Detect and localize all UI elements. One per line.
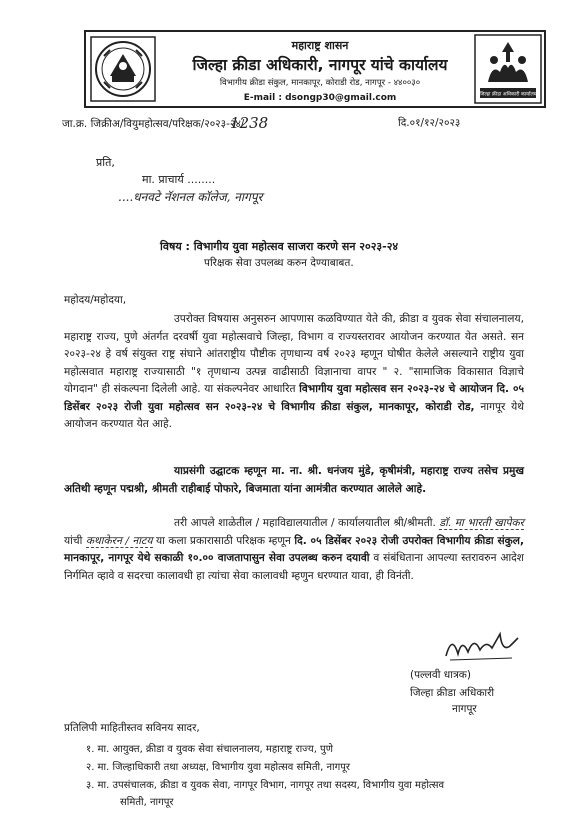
body-p3-end: व संबंधिताना आपल्या स्तरावरुन आदेश निर्गमित व्हावे व सदरचा कालावधी हा त्यांचा सेवा कालावधी म्हणुन धरण्यात यावा, ही विनंती. bbox=[64, 552, 525, 582]
body-p3-bold: दि. ०५ डिसेंबर २०२३ रोजी उपरोक्त विभागीय क्रीडा संकुल, मानकापूर, नागपूर येथे सकाळी १०.०० वाजतापासुन सेवा उपलब्ध करुन दयावी bbox=[64, 534, 524, 564]
judge-name-handwritten: डॉ. मा भारती खापेकर bbox=[439, 517, 524, 529]
body-paragraph-1 bbox=[64, 311, 524, 434]
copies-header: प्रतिलिपी माहितीस्तव सविनय सादर, bbox=[64, 722, 200, 734]
body-p1-text: उपरोक्त विषयास अनुसरुन आपणास कळविण्यात येते की, क्रीडा व युवक सेवा संचालनालय, महाराष्ट्र राज्य, पुणे अंतर्गत दरवर्षी युवा महोत्सवाचे जिल्हा, विभाग व राज्यस्तरावर आयोजन करण्यात येत असते. सन २०२३-२४ हे वर्ष संयुक्त राष्ट्र संघाने आंतराष्ट्रीय पौष्टीक तृणधान्य वर्ष २०२३ म्हणून घोषीत केलेले असल्याने राष्ट्रीय युवा महोत्सवात महाराष्ट्र राज्यासाठी "१ तृणधान्य उत्पन्न वाढीसाठी विज्ञानाचा वापर " २. "सामाजिक विकासात विज्ञाचे योगदान" ही संकल्पना दिलेली आहे. या संकल्पनेवर आधारित bbox=[64, 313, 524, 395]
office-email: E-mail : dsongp30@gmail.com bbox=[243, 93, 397, 103]
signatory-title: जिल्हा क्रीडा अधिकारी bbox=[410, 687, 495, 699]
art-form-handwritten: कथाकेरन / नाटय bbox=[85, 534, 153, 547]
body-p3-role: या कला प्रकारासाठी परिक्षक म्हणून bbox=[152, 534, 295, 547]
body-p1-bold: विभागीय युवा महोत्सव सन २०२३-२४ चे आयोजन दि. ०५ डिसेंबर २०२३ रोजी युवा महोत्सव सन २०२३-२४ चे विभागीय क्रीडा संकुल, मानकापूर, कोराडी रोड, bbox=[64, 383, 524, 413]
body-paragraph-3 bbox=[64, 515, 524, 585]
subject-line-2: परिक्षक सेवा उपलब्ध करुन देण्याबाबत. bbox=[204, 257, 354, 269]
addressee-college: ....धनवटे नॅशनल कॉलेज, नागपूर bbox=[118, 190, 263, 204]
subject-line: विषय : विभागीय युवा महोत्सव साजरा करणे सन २०२३-२४ bbox=[160, 240, 399, 253]
body-p1-end: नागपूर येथे आयोजन करण्यात येत आहे. bbox=[64, 400, 525, 430]
office-title: जिल्हा क्रीडा अधिकारी, नागपूर यांचे कार्यालय bbox=[192, 56, 448, 74]
salutation: महोदय/महोदया, bbox=[64, 294, 127, 306]
state-title: महाराष्ट्र शासन bbox=[291, 39, 349, 52]
addressee-name: मा. प्राचार्य ........ bbox=[142, 173, 216, 186]
signatory-name: (पल्लवी धात्रक) bbox=[410, 669, 471, 681]
reference-number: 1238 bbox=[230, 114, 269, 132]
copy-item: २. मा. जिल्हाधिकारी तथा अध्यक्ष, विभागीय युवा महोत्सव समिती, नागपूर bbox=[86, 762, 351, 773]
body-p3-text: तरी आपले शाळेतील / महाविद्यालयातील / कार्यालयातील श्री/श्रीमती. bbox=[174, 517, 440, 529]
letter-date: दि.०१/१२/२०२३ bbox=[398, 117, 461, 129]
body-p2-text: याप्रसंगी उद्घाटक म्हणून मा. ना. श्री. धनंजय मुंडे, कृषीमंत्री, महाराष्ट्र राज्य तसेच प्रमुख अतिथी म्हणून पद्मश्री, श्रीमती राहीबाई पोफारे, बिजमाता यांना आमंत्रीत करण्यात आलेले आहे. bbox=[64, 465, 524, 495]
signature-scribble-icon bbox=[440, 628, 524, 666]
copy-item: ३. मा. उपसंचालक, क्रीडा व युवक सेवा, नागपूर विभाग, नागपूर तथा सदस्य, विभागीय युवा महोत्सव bbox=[86, 780, 445, 791]
addressee-prefix: प्रति, bbox=[96, 156, 115, 169]
reference-label: जा.क्र. जिक्रीअ/वियुमहोत्सव/परिक्षक/२०२३-२४/ bbox=[62, 118, 245, 130]
copy-item-continuation: समिती, नागपूर bbox=[120, 797, 174, 808]
body-paragraph-2 bbox=[64, 463, 524, 498]
signatory-city: नागपूर bbox=[452, 703, 477, 715]
emblem-label: जिल्हा क्रीडा अधिकारी कार्यालय bbox=[479, 91, 537, 98]
copy-item: १. मा. आयुक्त, क्रीडा व युवक सेवा संचालनालय, महाराष्ट्र राज्य, पुणे bbox=[86, 744, 333, 755]
office-address: विभागीय क्रीडा संकुल, मानकापूर, कोराडी रोड, नागपूर - ४४००३० bbox=[219, 78, 421, 88]
body-p3-connector: यांची bbox=[64, 534, 86, 547]
